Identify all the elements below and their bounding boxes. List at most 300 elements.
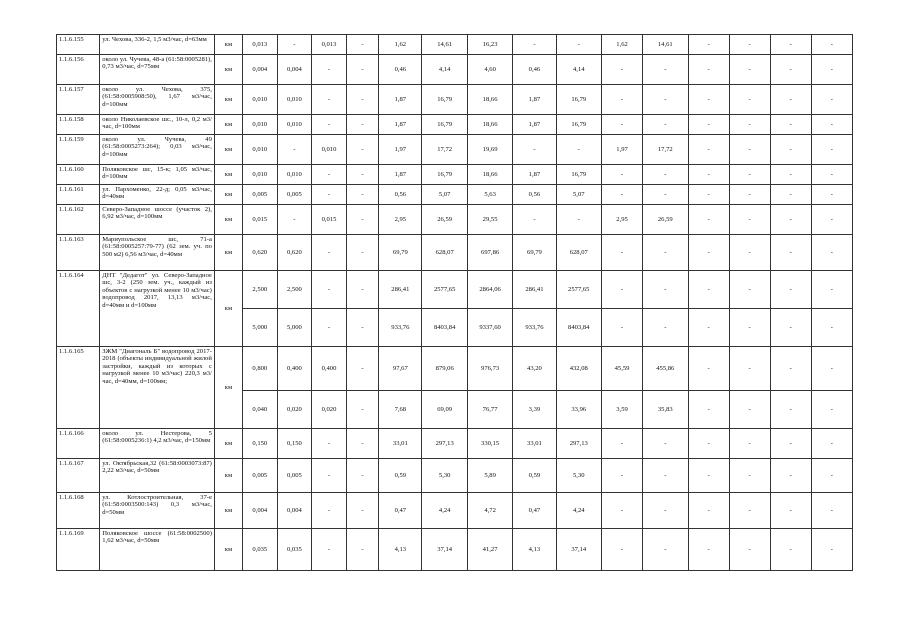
row-id: 1.1.6.155 xyxy=(57,35,100,55)
table-cell: 69,09 xyxy=(422,391,467,429)
table-cell: 0,010 xyxy=(277,115,312,135)
table-cell: 41,27 xyxy=(467,529,512,571)
table-cell: 14,61 xyxy=(643,35,688,55)
table-cell: 4,13 xyxy=(379,529,422,571)
table-cell: 4,24 xyxy=(556,493,601,529)
table-cell: - xyxy=(601,235,642,271)
table-cell: - xyxy=(770,185,811,205)
table-cell: 16,79 xyxy=(556,165,601,185)
table-cell: 16,79 xyxy=(422,115,467,135)
table-cell: - xyxy=(346,493,378,529)
table-cell: - xyxy=(688,391,729,429)
table-cell: - xyxy=(811,135,852,165)
table-cell: 5,000 xyxy=(243,309,278,347)
table-cell: 69,79 xyxy=(379,235,422,271)
table-cell: - xyxy=(770,493,811,529)
table-cell: - xyxy=(346,391,378,429)
table-cell: 26,59 xyxy=(643,205,688,235)
table-cell: - xyxy=(729,271,770,309)
table-row xyxy=(57,135,853,165)
table-cell: 0,59 xyxy=(513,459,556,493)
table-cell: - xyxy=(688,235,729,271)
table-cell: 5,63 xyxy=(467,185,512,205)
table-row xyxy=(57,205,853,235)
table-cell: - xyxy=(601,185,642,205)
row-unit: км xyxy=(214,529,242,571)
row-description: около ул. Нестерова, 5 (61:58:0005236:1) 4,2 м3/час, d=150мм xyxy=(100,429,215,459)
row-id: 1.1.6.164 xyxy=(57,271,100,347)
table-row xyxy=(57,165,853,185)
table-cell: - xyxy=(729,205,770,235)
row-unit: км xyxy=(214,165,242,185)
table-cell: 8403,84 xyxy=(422,309,467,347)
table-cell: - xyxy=(643,493,688,529)
table-cell: - xyxy=(688,271,729,309)
table-cell: - xyxy=(643,165,688,185)
table-cell: - xyxy=(312,459,347,493)
row-id: 1.1.6.168 xyxy=(57,493,100,529)
table-cell: - xyxy=(811,165,852,185)
table-cell: - xyxy=(688,429,729,459)
table-cell: 0,010 xyxy=(243,165,278,185)
table-cell: - xyxy=(346,309,378,347)
table-cell: - xyxy=(312,165,347,185)
table-cell: 0,020 xyxy=(277,391,312,429)
row-unit: км xyxy=(214,35,242,55)
table-cell: 0,004 xyxy=(277,55,312,85)
table-cell: 29,55 xyxy=(467,205,512,235)
table-cell: 0,56 xyxy=(379,185,422,205)
table-cell: 0,035 xyxy=(243,529,278,571)
table-cell: 0,010 xyxy=(312,135,347,165)
table-cell: - xyxy=(643,185,688,205)
table-row xyxy=(57,35,853,55)
table-cell: - xyxy=(643,459,688,493)
row-description: ул. Пархоменко, 22-д; 0,05 м3/час, d=40мм xyxy=(100,185,215,205)
table-cell: 1,87 xyxy=(379,85,422,115)
table-cell: - xyxy=(770,115,811,135)
table-cell: 4,14 xyxy=(556,55,601,85)
table-cell: 16,23 xyxy=(467,35,512,55)
table-cell: - xyxy=(312,271,347,309)
table-cell: 8403,84 xyxy=(556,309,601,347)
table-cell: 0,150 xyxy=(243,429,278,459)
table-cell: 16,79 xyxy=(422,165,467,185)
table-cell: 628,07 xyxy=(422,235,467,271)
table-cell: 5,89 xyxy=(467,459,512,493)
table-cell: 0,015 xyxy=(243,205,278,235)
table-cell: 697,86 xyxy=(467,235,512,271)
table-cell: 1,87 xyxy=(379,115,422,135)
table-cell: - xyxy=(346,185,378,205)
table-cell: - xyxy=(688,347,729,391)
table-cell: - xyxy=(643,271,688,309)
table-cell: 0,013 xyxy=(312,35,347,55)
table-cell: - xyxy=(811,185,852,205)
table-cell: - xyxy=(729,135,770,165)
table-cell: - xyxy=(770,271,811,309)
row-id: 1.1.6.166 xyxy=(57,429,100,459)
table-cell: - xyxy=(811,391,852,429)
table-cell: - xyxy=(770,165,811,185)
table-cell: - xyxy=(312,85,347,115)
table-cell: - xyxy=(811,115,852,135)
table-cell: 286,41 xyxy=(379,271,422,309)
table-cell: 2,95 xyxy=(601,205,642,235)
table-cell: - xyxy=(770,235,811,271)
table-cell: 16,79 xyxy=(422,85,467,115)
row-id: 1.1.6.161 xyxy=(57,185,100,205)
row-id: 1.1.6.167 xyxy=(57,459,100,493)
table-cell: 69,79 xyxy=(513,235,556,271)
table-cell: 5,07 xyxy=(422,185,467,205)
table-row xyxy=(57,347,853,391)
table-cell: 0,59 xyxy=(379,459,422,493)
table-cell: 3,39 xyxy=(513,391,556,429)
table-cell: - xyxy=(729,35,770,55)
row-id: 1.1.6.163 xyxy=(57,235,100,271)
table-cell: 1,87 xyxy=(513,115,556,135)
row-unit: км xyxy=(214,185,242,205)
row-description: ул. Котлостроительная, 37-е (61:58:0003500:143) 0,3 м3/час, d=50мм xyxy=(100,493,215,529)
table-cell: - xyxy=(688,135,729,165)
row-description: ДНТ "Дедагот" ул. Северо-Западное шс, 3-2 (250 зем. уч., каждый из объектов с нагрузкой менее 10 м3/час) водопровод 2017, 13,13 м3/час, d=40мм и d=100мм xyxy=(100,271,215,347)
table-cell: 18,66 xyxy=(467,115,512,135)
table-cell: - xyxy=(811,85,852,115)
table-cell: 3,59 xyxy=(601,391,642,429)
table-cell: - xyxy=(729,459,770,493)
table-row xyxy=(57,429,853,459)
table-row xyxy=(57,235,853,271)
table-cell: - xyxy=(688,493,729,529)
table-cell: 0,013 xyxy=(243,35,278,55)
table-cell: 4,14 xyxy=(422,55,467,85)
table-cell: 2577,65 xyxy=(422,271,467,309)
table-cell: 2,500 xyxy=(243,271,278,309)
row-id: 1.1.6.157 xyxy=(57,85,100,115)
table-cell: - xyxy=(556,135,601,165)
table-cell: 2864,06 xyxy=(467,271,512,309)
table-cell: 432,08 xyxy=(556,347,601,391)
table-cell: - xyxy=(312,115,347,135)
table-row xyxy=(57,185,853,205)
table-cell: - xyxy=(601,529,642,571)
table-cell: 18,66 xyxy=(467,85,512,115)
table-cell: 33,01 xyxy=(379,429,422,459)
table-cell: 16,79 xyxy=(556,85,601,115)
table-cell: 0,004 xyxy=(243,55,278,85)
table-cell: 0,010 xyxy=(243,135,278,165)
table-cell: - xyxy=(770,529,811,571)
table-cell: - xyxy=(513,205,556,235)
row-id: 1.1.6.156 xyxy=(57,55,100,85)
table-cell: - xyxy=(643,429,688,459)
table-cell: 7,68 xyxy=(379,391,422,429)
table-cell: - xyxy=(811,529,852,571)
table-cell: - xyxy=(729,529,770,571)
table-cell: 0,010 xyxy=(277,165,312,185)
table-cell: 0,47 xyxy=(379,493,422,529)
table-cell: 14,61 xyxy=(422,35,467,55)
table-cell: 330,15 xyxy=(467,429,512,459)
row-description: ЗЖМ "Диагональ Б" водопровод 2017-2018 (объекты индивидуальной жилой застройки, каждый из которых с нагрузкой менее 10 м3/час) 220,3 м3/час, d=40мм, d=100мм; xyxy=(100,347,215,429)
table-cell: 297,13 xyxy=(422,429,467,459)
table-cell: 0,015 xyxy=(312,205,347,235)
table-cell: - xyxy=(688,185,729,205)
table-cell: - xyxy=(346,205,378,235)
table-cell: 37,14 xyxy=(556,529,601,571)
table-cell: 1,97 xyxy=(379,135,422,165)
table-cell: 0,005 xyxy=(243,459,278,493)
table-cell: 2,500 xyxy=(277,271,312,309)
table-cell: - xyxy=(312,185,347,205)
table-cell: 18,66 xyxy=(467,165,512,185)
table-cell: 5,30 xyxy=(422,459,467,493)
table-cell: 1,87 xyxy=(513,85,556,115)
table-cell: 933,76 xyxy=(513,309,556,347)
table-row xyxy=(57,459,853,493)
table-cell: 455,86 xyxy=(643,347,688,391)
table-cell: - xyxy=(346,459,378,493)
row-description: Поляковское шс, 15-к; 1,05 м3/час, d=100мм xyxy=(100,165,215,185)
table-row xyxy=(57,85,853,115)
table-cell: - xyxy=(346,85,378,115)
table-cell: - xyxy=(811,493,852,529)
table-cell: 0,150 xyxy=(277,429,312,459)
table-cell: - xyxy=(346,347,378,391)
table-cell: 5,07 xyxy=(556,185,601,205)
table-cell: - xyxy=(688,529,729,571)
table-row xyxy=(57,55,853,85)
table-cell: - xyxy=(688,309,729,347)
table-cell: - xyxy=(643,309,688,347)
table-cell: - xyxy=(346,429,378,459)
table-cell: - xyxy=(770,55,811,85)
table-cell: - xyxy=(601,55,642,85)
table-cell: - xyxy=(643,529,688,571)
table-cell: 97,67 xyxy=(379,347,422,391)
table-cell: - xyxy=(729,347,770,391)
table-cell: - xyxy=(312,493,347,529)
table-cell: 5,000 xyxy=(277,309,312,347)
row-description: около Николаевское шс., 10-л, 0,2 м3/час, d=100мм xyxy=(100,115,215,135)
table-cell: 1,97 xyxy=(601,135,642,165)
table-cell: - xyxy=(688,205,729,235)
table-cell: 17,72 xyxy=(643,135,688,165)
row-description: Мариупольское шс, 71-а (61:58:0005257:79-77) (62 зем. уч. по 500 м2) 6,56 м3/час, d=40мм xyxy=(100,235,215,271)
table-cell: - xyxy=(312,309,347,347)
table-cell: - xyxy=(811,459,852,493)
table-cell: 0,005 xyxy=(277,185,312,205)
row-unit: км xyxy=(214,347,242,429)
row-id: 1.1.6.169 xyxy=(57,529,100,571)
row-description: Северо-Западное шоссе (участок 2), 6,92 м3/час, d=100мм xyxy=(100,205,215,235)
row-description: около ул. Чехова, 375, (61:58:0005908:50), 1,67 м3/час, d=100мм xyxy=(100,85,215,115)
row-unit: км xyxy=(214,55,242,85)
table-cell: - xyxy=(770,309,811,347)
table-cell: - xyxy=(729,85,770,115)
row-unit: км xyxy=(214,135,242,165)
table-cell: - xyxy=(729,235,770,271)
table-cell: - xyxy=(277,205,312,235)
table-cell: 9337,60 xyxy=(467,309,512,347)
table-cell: 5,30 xyxy=(556,459,601,493)
table-cell: - xyxy=(277,35,312,55)
table-cell: 1,62 xyxy=(601,35,642,55)
table-cell: - xyxy=(643,235,688,271)
table-cell: - xyxy=(729,429,770,459)
table-cell: 2,95 xyxy=(379,205,422,235)
table-cell: - xyxy=(770,347,811,391)
table-cell: - xyxy=(312,235,347,271)
table-cell: - xyxy=(688,55,729,85)
table-cell: - xyxy=(556,35,601,55)
table-cell: 1,62 xyxy=(379,35,422,55)
table-cell: - xyxy=(346,165,378,185)
table-cell: 0,004 xyxy=(277,493,312,529)
table-cell: 0,004 xyxy=(243,493,278,529)
row-description: Поляковское шоссе (61:58:0002500) 1,62 м3/час, d=50мм xyxy=(100,529,215,571)
table-cell: - xyxy=(729,493,770,529)
table-cell: - xyxy=(312,429,347,459)
row-id: 1.1.6.160 xyxy=(57,165,100,185)
table-cell: 879,06 xyxy=(422,347,467,391)
table-cell: 45,59 xyxy=(601,347,642,391)
table-cell: - xyxy=(688,459,729,493)
table-cell: - xyxy=(601,165,642,185)
table-cell: 35,83 xyxy=(643,391,688,429)
table-cell: - xyxy=(770,429,811,459)
row-id: 1.1.6.159 xyxy=(57,135,100,165)
table-cell: - xyxy=(811,55,852,85)
table-cell: 0,010 xyxy=(243,85,278,115)
table-cell: - xyxy=(346,135,378,165)
table-cell: 0,46 xyxy=(379,55,422,85)
row-unit: км xyxy=(214,205,242,235)
table-cell: - xyxy=(770,391,811,429)
table-cell: - xyxy=(643,85,688,115)
table-cell: - xyxy=(811,429,852,459)
table-cell: - xyxy=(770,205,811,235)
table-cell: - xyxy=(729,185,770,205)
table-cell: 4,24 xyxy=(422,493,467,529)
table-cell: 76,77 xyxy=(467,391,512,429)
table-cell: - xyxy=(811,205,852,235)
table-cell: - xyxy=(346,271,378,309)
table-cell: - xyxy=(601,493,642,529)
table-cell: - xyxy=(811,347,852,391)
table-cell: 0,035 xyxy=(277,529,312,571)
table-cell: - xyxy=(729,165,770,185)
table-cell: 1,87 xyxy=(513,165,556,185)
table-cell: - xyxy=(513,135,556,165)
table-cell: 297,13 xyxy=(556,429,601,459)
row-description: около ул. Чучева, 48-а (61:58:0005281), 0,73 м3/час, d=75мм xyxy=(100,55,215,85)
table-cell: 19,69 xyxy=(467,135,512,165)
table-row xyxy=(57,493,853,529)
table-cell: 2577,65 xyxy=(556,271,601,309)
row-id: 1.1.6.162 xyxy=(57,205,100,235)
table-cell: 0,620 xyxy=(277,235,312,271)
table-cell: 4,60 xyxy=(467,55,512,85)
table-cell: - xyxy=(601,429,642,459)
data-table xyxy=(56,34,853,571)
row-unit: км xyxy=(214,85,242,115)
table-cell: - xyxy=(688,35,729,55)
table-cell: - xyxy=(688,165,729,185)
table-cell: - xyxy=(729,309,770,347)
table-cell: 0,56 xyxy=(513,185,556,205)
table-cell: 0,010 xyxy=(277,85,312,115)
table-cell: - xyxy=(601,85,642,115)
table-cell: 4,72 xyxy=(467,493,512,529)
table-cell: - xyxy=(811,309,852,347)
table-cell: 286,41 xyxy=(513,271,556,309)
table-cell: - xyxy=(601,115,642,135)
table-cell: - xyxy=(513,35,556,55)
table-cell: - xyxy=(346,115,378,135)
table-cell: - xyxy=(729,55,770,85)
table-cell: - xyxy=(346,35,378,55)
table-cell: 0,005 xyxy=(277,459,312,493)
table-cell: - xyxy=(811,35,852,55)
table-cell: - xyxy=(643,115,688,135)
table-cell: 33,96 xyxy=(556,391,601,429)
row-id: 1.1.6.158 xyxy=(57,115,100,135)
row-id: 1.1.6.165 xyxy=(57,347,100,429)
table-cell: - xyxy=(811,271,852,309)
table-cell: - xyxy=(312,529,347,571)
table-cell: 0,620 xyxy=(243,235,278,271)
table-cell: 37,14 xyxy=(422,529,467,571)
table-cell: - xyxy=(770,35,811,55)
row-unit: км xyxy=(214,459,242,493)
table-cell: 0,040 xyxy=(243,391,278,429)
table-cell: 1,87 xyxy=(379,165,422,185)
table-cell: 0,005 xyxy=(243,185,278,205)
table-cell: - xyxy=(770,135,811,165)
table-cell: 0,010 xyxy=(243,115,278,135)
table-cell: 0,47 xyxy=(513,493,556,529)
table-row xyxy=(57,529,853,571)
table-cell: 43,20 xyxy=(513,347,556,391)
table-cell: - xyxy=(346,235,378,271)
table-cell: 26,59 xyxy=(422,205,467,235)
table-row xyxy=(57,115,853,135)
row-unit: км xyxy=(214,115,242,135)
row-unit: км xyxy=(214,235,242,271)
table-cell: 0,400 xyxy=(277,347,312,391)
table-cell: 976,73 xyxy=(467,347,512,391)
table-cell: - xyxy=(346,529,378,571)
table-cell: 4,13 xyxy=(513,529,556,571)
row-unit: км xyxy=(214,271,242,347)
table-cell: - xyxy=(729,115,770,135)
table-cell: 0,46 xyxy=(513,55,556,85)
table-cell: - xyxy=(346,55,378,85)
table-cell: - xyxy=(729,391,770,429)
table-cell: - xyxy=(312,55,347,85)
row-unit: км xyxy=(214,429,242,459)
table-cell: - xyxy=(811,235,852,271)
table-cell: 17,72 xyxy=(422,135,467,165)
row-description: ул. Октябрьская,32 (61:58:0003073:87) 2,22 м3/час, d=50мм xyxy=(100,459,215,493)
table-cell: 0,400 xyxy=(312,347,347,391)
table-cell: - xyxy=(556,205,601,235)
row-unit: км xyxy=(214,493,242,529)
table-cell: - xyxy=(770,85,811,115)
table-cell: 16,79 xyxy=(556,115,601,135)
